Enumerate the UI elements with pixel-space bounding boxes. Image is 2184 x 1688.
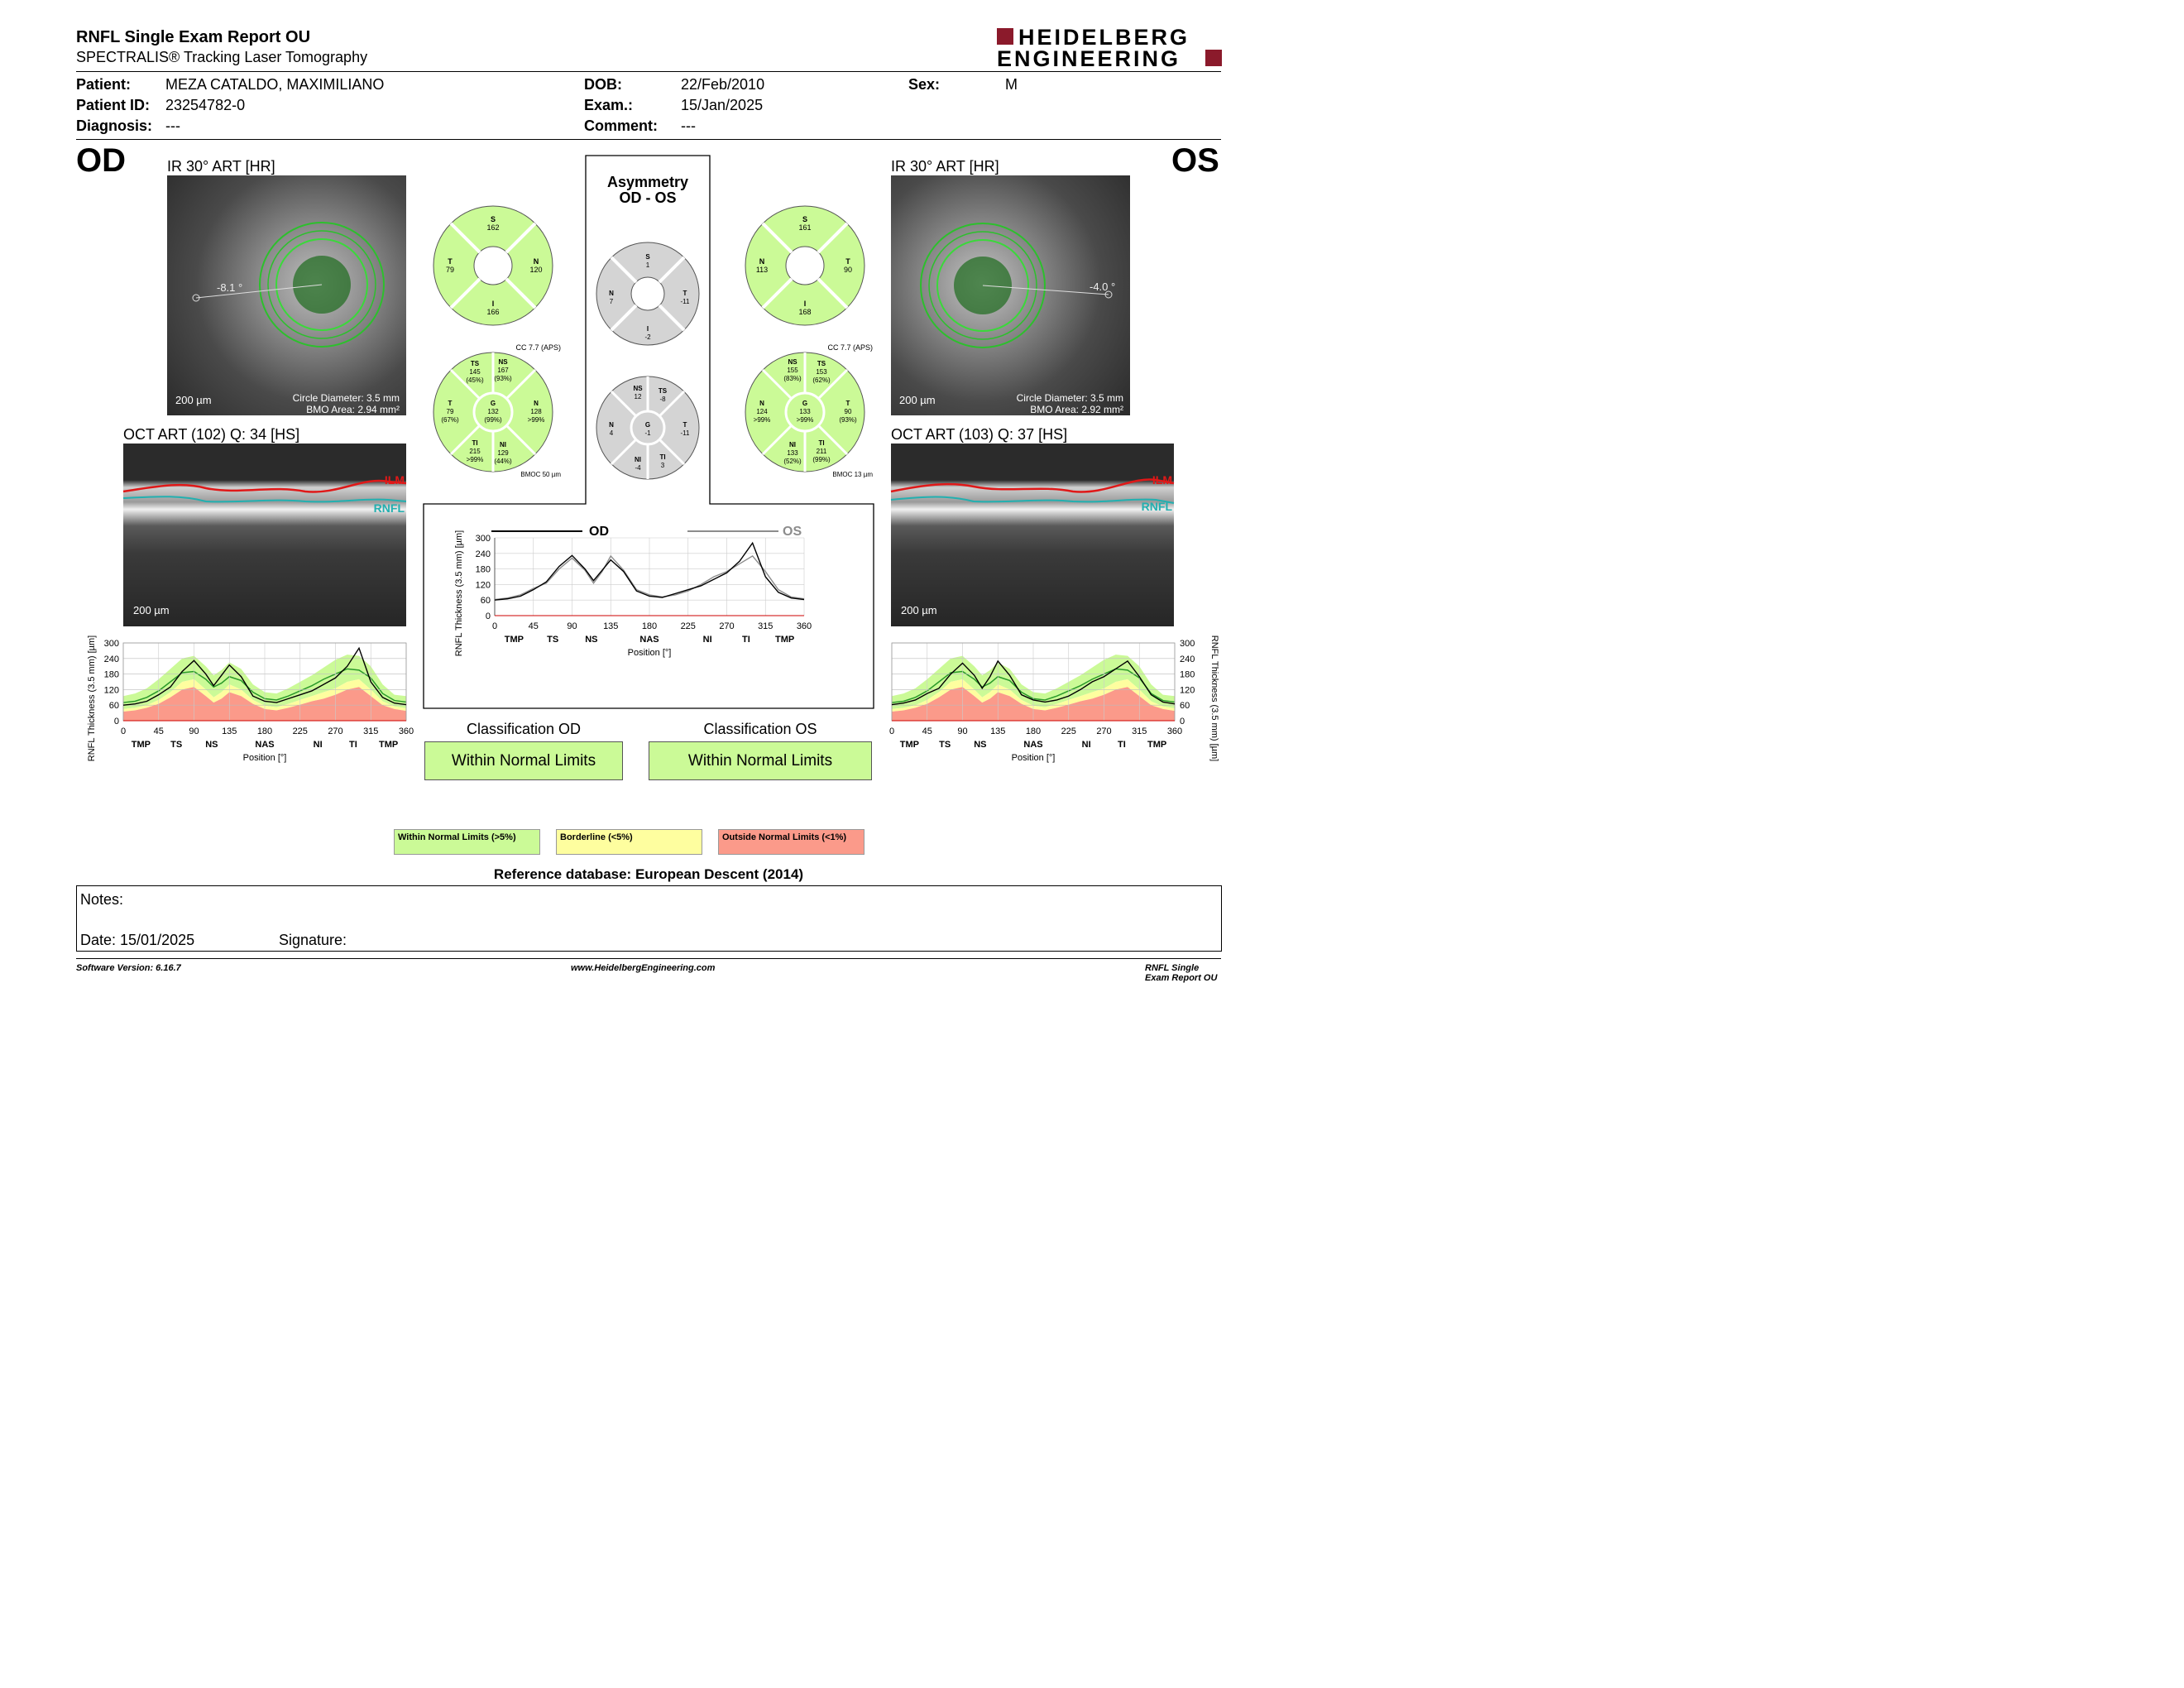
os-rnfl-chart xyxy=(887,633,1218,778)
x-tick-label: 45 xyxy=(922,727,932,736)
y-tick-label: 180 xyxy=(1180,669,1195,680)
svg-text:TI: TI xyxy=(472,439,478,447)
legend-od-label: OD xyxy=(589,525,609,539)
od-eye-label: OD xyxy=(76,142,126,179)
sector-label: TS xyxy=(547,635,559,645)
svg-text:T: T xyxy=(448,400,453,407)
x-tick-label: 180 xyxy=(641,621,658,631)
os-quadrant-chart xyxy=(745,206,864,325)
y-tick-label: 180 xyxy=(475,564,491,575)
od-fundus-image xyxy=(167,175,406,415)
sector-label: NI xyxy=(702,635,712,645)
patient-id: 23254782-0 xyxy=(165,97,246,113)
os-ir-title: IR 30° ART [HR] xyxy=(891,158,999,175)
x-tick-label: 270 xyxy=(719,621,735,631)
sector-label: TS xyxy=(939,740,951,750)
x-axis-title: Position [°] xyxy=(242,753,287,763)
svg-text:TI: TI xyxy=(659,453,666,461)
os-ilm-label: ILM xyxy=(1152,473,1172,487)
x-tick-label: 225 xyxy=(292,727,308,736)
os-circle-diameter: Circle Diameter: 3.5 mm xyxy=(1016,392,1123,404)
notes-label: Notes: xyxy=(80,891,124,908)
od-oct-title: OCT ART (102) Q: 34 [HS] xyxy=(123,426,300,443)
x-tick-label: 315 xyxy=(758,621,774,631)
svg-text:(83%): (83%) xyxy=(783,375,802,382)
footer-report: RNFL Single Exam Report OU xyxy=(1145,963,1218,983)
patient-name: MEZA CATALDO, MAXIMILIANO xyxy=(165,76,385,93)
x-tick-label: 90 xyxy=(957,727,968,736)
svg-text:S: S xyxy=(490,215,496,223)
sector-label: NAS xyxy=(1023,740,1043,750)
sector-label: TMP xyxy=(379,740,399,750)
od-circle-diameter: Circle Diameter: 3.5 mm xyxy=(292,392,400,404)
od-quadrant-chart xyxy=(433,206,553,325)
x-tick-label: 270 xyxy=(328,727,343,736)
os-oct-image xyxy=(891,444,1174,626)
dob-value: 22/Feb/2010 xyxy=(681,76,765,93)
sector-label: TMP xyxy=(504,635,524,645)
sector-label: TMP xyxy=(131,740,151,750)
svg-text:145: 145 xyxy=(469,368,481,376)
y-axis-title: RNFL Thickness (3.5 mm) [µm] xyxy=(87,635,97,762)
od-bmoc: BMOC 50 µm xyxy=(520,471,561,478)
svg-text:(99%): (99%) xyxy=(812,456,831,463)
svg-text:-4: -4 xyxy=(635,464,641,472)
svg-text:NI: NI xyxy=(635,456,641,463)
svg-text:I: I xyxy=(491,300,495,308)
sector-label: NS xyxy=(205,740,218,750)
svg-text:(45%): (45%) xyxy=(466,376,484,384)
svg-text:(93%): (93%) xyxy=(839,416,857,424)
svg-text:I: I xyxy=(803,300,807,308)
sector-label: NI xyxy=(313,740,323,750)
legend-os-label: OS xyxy=(783,525,802,539)
os-ir-scale: 200 µm xyxy=(899,394,936,406)
y-tick-label: 120 xyxy=(475,580,491,591)
os-sector-diagrams xyxy=(742,205,874,478)
svg-text:7: 7 xyxy=(609,298,614,305)
asymmetry-title: Asymmetry xyxy=(606,174,689,190)
svg-text:215: 215 xyxy=(469,448,481,455)
od-ir-title: IR 30° ART [HR] xyxy=(167,158,275,175)
asymmetry-rnfl-chart xyxy=(450,521,814,670)
brand-line2: ENGINEERING xyxy=(997,46,1181,71)
svg-text:N: N xyxy=(609,290,614,297)
od-angle: -8.1 ° xyxy=(217,281,243,294)
svg-text:>99%: >99% xyxy=(753,416,771,424)
os-bmoc: BMOC 13 µm xyxy=(832,471,873,478)
svg-text:4: 4 xyxy=(609,429,614,437)
svg-text:S: S xyxy=(645,253,650,261)
patient-label: Patient: xyxy=(76,76,132,93)
svg-text:T: T xyxy=(845,257,850,266)
svg-text:-1: -1 xyxy=(644,429,651,437)
sector-label: TI xyxy=(1117,740,1126,750)
sector-label: NAS xyxy=(639,635,659,645)
svg-text:90: 90 xyxy=(843,266,853,274)
x-tick-label: 45 xyxy=(153,727,164,736)
classification-od-label: Classification OD xyxy=(466,721,582,737)
svg-text:3: 3 xyxy=(660,462,665,469)
svg-text:168: 168 xyxy=(798,308,812,316)
classification-od-value: Within Normal Limits xyxy=(424,741,623,780)
svg-text:120: 120 xyxy=(529,266,543,274)
svg-text:NI: NI xyxy=(789,441,796,448)
svg-text:T: T xyxy=(682,421,687,429)
od-sector-chart xyxy=(433,352,553,472)
legend-outside: Outside Normal Limits (<1%) xyxy=(718,829,864,855)
svg-text:S: S xyxy=(802,215,808,223)
dob-label: DOB: xyxy=(584,76,622,93)
svg-text:(44%): (44%) xyxy=(494,458,512,465)
asym-quadrant-chart xyxy=(596,242,699,345)
x-tick-label: 135 xyxy=(222,727,237,736)
svg-text:G: G xyxy=(644,421,651,429)
svg-text:90: 90 xyxy=(844,408,852,415)
y-tick-label: 240 xyxy=(475,549,491,559)
y-tick-label: 0 xyxy=(113,717,119,727)
y-tick-label: 300 xyxy=(475,534,491,544)
svg-text:1: 1 xyxy=(645,261,650,269)
svg-text:155: 155 xyxy=(787,367,798,374)
svg-text:129: 129 xyxy=(497,449,509,457)
svg-text:-11: -11 xyxy=(680,429,690,437)
svg-text:124: 124 xyxy=(756,408,768,415)
svg-text:I: I xyxy=(646,325,649,333)
svg-text:162: 162 xyxy=(486,223,500,232)
os-sector-chart xyxy=(745,352,864,472)
x-tick-label: 360 xyxy=(1166,727,1183,736)
svg-text:T: T xyxy=(845,400,850,407)
x-tick-label: 315 xyxy=(363,727,379,736)
svg-text:-2: -2 xyxy=(644,333,651,341)
y-axis-title: RNFL Thickness (3.5 mm) [µm] xyxy=(454,530,464,657)
sector-label: TI xyxy=(741,635,750,645)
brand-line1: HEIDELBERG xyxy=(1018,25,1190,50)
brand-logo xyxy=(997,26,1222,70)
od-ir-scale: 200 µm xyxy=(175,394,212,406)
y-tick-label: 300 xyxy=(103,639,119,649)
sex-value: M xyxy=(1005,76,1018,93)
notes-box[interactable] xyxy=(76,885,1222,952)
svg-text:-11: -11 xyxy=(680,298,690,305)
exam-value: 15/Jan/2025 xyxy=(681,97,764,113)
report-title: RNFL Single Exam Report OU xyxy=(76,28,311,46)
x-tick-label: 90 xyxy=(567,621,577,631)
y-tick-label: 120 xyxy=(103,685,119,696)
svg-text:NS: NS xyxy=(633,385,643,392)
classification-os-label: Classification OS xyxy=(703,721,817,737)
y-tick-label: 0 xyxy=(485,611,491,621)
x-tick-label: 0 xyxy=(491,621,498,631)
svg-text:N: N xyxy=(533,257,539,266)
od-ilm-label: ILM xyxy=(384,473,405,487)
x-tick-label: 180 xyxy=(1025,727,1042,736)
svg-text:TS: TS xyxy=(817,360,826,367)
x-tick-label: 0 xyxy=(120,727,127,736)
os-rnfl-label: RNFL xyxy=(1141,500,1172,513)
svg-text:NS: NS xyxy=(498,358,508,366)
svg-text:167: 167 xyxy=(497,367,509,374)
od-oct-scale: 200 µm xyxy=(133,604,170,616)
asymmetry-subtitle: OD - OS xyxy=(619,189,677,206)
comment-value: --- xyxy=(681,117,696,134)
svg-text:(62%): (62%) xyxy=(812,376,831,384)
svg-text:79: 79 xyxy=(445,266,455,274)
svg-text:TI: TI xyxy=(818,439,825,447)
svg-text:(67%): (67%) xyxy=(441,416,459,424)
svg-text:(52%): (52%) xyxy=(783,458,802,465)
svg-text:>99%: >99% xyxy=(466,456,484,463)
od-bmo-area: BMO Area: 2.94 mm² xyxy=(306,404,400,415)
asym-sector-chart xyxy=(596,376,699,479)
sector-label: TMP xyxy=(899,740,919,750)
svg-text:T: T xyxy=(448,257,453,266)
sector-label: NI xyxy=(1081,740,1091,750)
svg-text:TS: TS xyxy=(470,360,480,367)
svg-text:(99%): (99%) xyxy=(484,416,502,424)
svg-text:12: 12 xyxy=(634,393,642,400)
svg-text:79: 79 xyxy=(446,408,454,415)
svg-text:>99%: >99% xyxy=(796,416,814,424)
y-tick-label: 240 xyxy=(103,654,119,664)
y-tick-label: 240 xyxy=(1180,654,1195,664)
diagnosis-value: --- xyxy=(165,117,180,134)
svg-text:128: 128 xyxy=(530,408,542,415)
sector-label: TMP xyxy=(775,635,795,645)
exam-label: Exam.: xyxy=(584,97,634,113)
os-scan-circle xyxy=(891,175,1130,415)
svg-text:133: 133 xyxy=(799,408,811,415)
patient-id-label: Patient ID: xyxy=(76,97,151,113)
x-tick-label: 90 xyxy=(189,727,199,736)
os-eye-label: OS xyxy=(1171,142,1219,179)
footer-url[interactable]: www.HeidelbergEngineering.com xyxy=(571,963,716,973)
svg-text:161: 161 xyxy=(798,223,812,232)
x-tick-label: 135 xyxy=(603,621,619,631)
x-tick-label: 225 xyxy=(680,621,696,631)
asymmetry-diagrams xyxy=(594,236,703,484)
os-oct-scale: 200 µm xyxy=(901,604,937,616)
od-cc-note: CC 7.7 (APS) xyxy=(515,343,561,352)
x-tick-label: 180 xyxy=(256,727,273,736)
y-tick-label: 0 xyxy=(1180,717,1185,727)
svg-text:N: N xyxy=(759,257,765,266)
diagnosis-label: Diagnosis: xyxy=(76,117,153,134)
y-tick-label: 120 xyxy=(1180,685,1195,696)
os-bmo-area: BMO Area: 2.92 mm² xyxy=(1030,404,1123,415)
y-tick-label: 60 xyxy=(480,596,491,607)
y-tick-label: 60 xyxy=(1180,701,1190,712)
software-version: Software Version: 6.16.7 xyxy=(76,963,181,973)
svg-text:(93%): (93%) xyxy=(494,375,512,382)
od-rnfl-chart xyxy=(79,633,414,778)
svg-text:132: 132 xyxy=(487,408,499,415)
svg-text:N: N xyxy=(534,400,539,407)
svg-text:113: 113 xyxy=(755,266,769,274)
svg-text:G: G xyxy=(802,400,808,407)
x-tick-label: 360 xyxy=(398,727,414,736)
x-tick-label: 315 xyxy=(1132,727,1147,736)
classification-os-value: Within Normal Limits xyxy=(649,741,872,780)
legend-borderline: Borderline (<5%) xyxy=(556,829,702,855)
sector-label: TS xyxy=(170,740,183,750)
sector-label: NS xyxy=(974,740,987,750)
od-sector-diagrams xyxy=(430,205,563,478)
x-tick-label: 270 xyxy=(1096,727,1112,736)
svg-text:133: 133 xyxy=(787,449,798,457)
svg-text:N: N xyxy=(609,421,614,429)
legend-normal: Within Normal Limits (>5%) xyxy=(394,829,540,855)
x-axis-title: Position [°] xyxy=(1011,753,1056,763)
svg-text:TS: TS xyxy=(658,387,668,395)
y-axis-title: RNFL Thickness (3.5 mm) [µm] xyxy=(1209,635,1219,762)
svg-text:N: N xyxy=(759,400,764,407)
od-scan-circle xyxy=(167,175,406,415)
y-tick-label: 60 xyxy=(108,701,119,712)
svg-text:153: 153 xyxy=(816,368,827,376)
x-tick-label: 135 xyxy=(990,727,1006,736)
x-tick-label: 45 xyxy=(528,621,539,631)
x-axis-title: Position [°] xyxy=(627,648,672,658)
os-oct-title: OCT ART (103) Q: 37 [HS] xyxy=(891,426,1068,443)
notes-signature: Signature: xyxy=(279,932,347,948)
notes-date: Date: 15/01/2025 xyxy=(80,932,195,948)
reference-database: Reference database: European Descent (2014) xyxy=(493,866,804,882)
y-tick-label: 300 xyxy=(1180,639,1195,649)
svg-text:-8: -8 xyxy=(659,396,666,403)
sector-label: TI xyxy=(348,740,357,750)
x-tick-label: 0 xyxy=(888,727,895,736)
sector-label: TMP xyxy=(1147,740,1167,750)
os-fundus-image xyxy=(891,175,1130,415)
od-oct-image xyxy=(123,444,406,626)
svg-text:211: 211 xyxy=(816,448,827,455)
sector-label: NAS xyxy=(255,740,275,750)
svg-text:NI: NI xyxy=(500,441,506,448)
svg-text:T: T xyxy=(682,290,687,297)
os-angle: -4.0 ° xyxy=(1090,281,1116,293)
svg-text:>99%: >99% xyxy=(527,416,545,424)
x-tick-label: 225 xyxy=(1061,727,1076,736)
os-cc-note: CC 7.7 (APS) xyxy=(827,343,873,352)
od-rnfl-label: RNFL xyxy=(373,501,405,515)
svg-text:G: G xyxy=(490,400,496,407)
report-subtitle: SPECTRALIS® Tracking Laser Tomography xyxy=(76,49,368,65)
svg-text:166: 166 xyxy=(486,308,500,316)
svg-text:NS: NS xyxy=(788,358,797,366)
x-tick-label: 360 xyxy=(796,621,812,631)
y-tick-label: 180 xyxy=(103,669,119,680)
sector-label: NS xyxy=(585,635,598,645)
comment-label: Comment: xyxy=(584,117,658,134)
sex-label: Sex: xyxy=(908,76,941,93)
